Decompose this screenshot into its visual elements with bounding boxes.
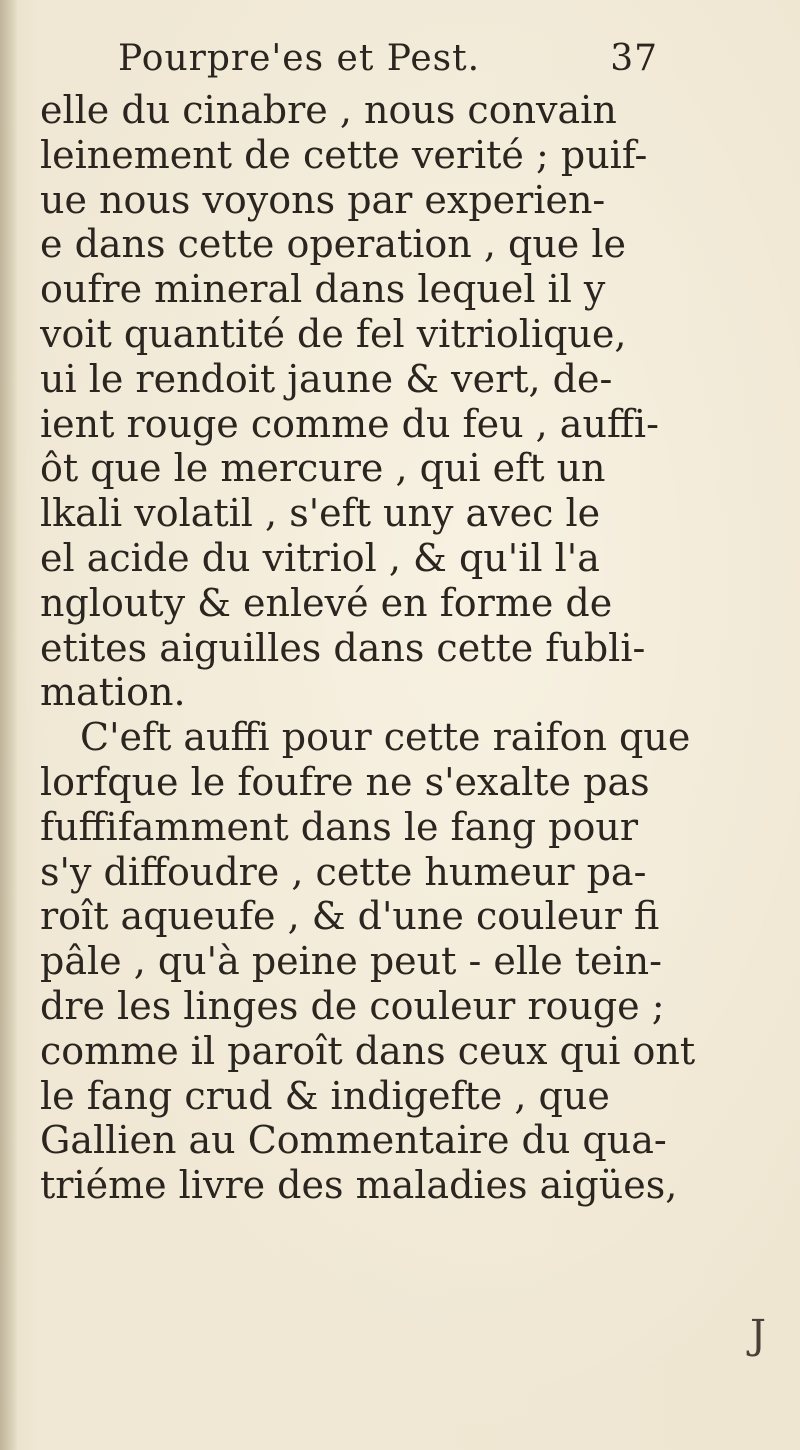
text-line: oufre mineral dans lequel il y [40,267,606,312]
text-line: ient rouge comme du feu , auffi- [40,401,659,446]
text-line: s'y diffoudre , cette humeur pa- [40,849,647,894]
text-line: Gallien au Commentaire du qua- [40,1118,667,1163]
text-line: voit quantité de fel vitriolique, [40,311,627,356]
text-line: dre les linges de couleur rouge ; [40,983,665,1028]
page-number: 37 [610,38,658,79]
text-line: triéme livre des maladies aigües, [40,1163,678,1208]
text-line: pâle , qu'à peine peut - elle tein- [40,939,662,984]
text-line: lorfque le foufre ne s'exalte pas [40,759,650,804]
text-line: el acide du vitriol , & qu'il l'a [40,535,600,580]
text-line: lkali volatil , s'eft uny avec le [40,491,601,536]
text-line: elle du cinabre , nous convain [40,88,617,132]
text-line: e dans cette operation , que le [40,222,627,267]
text-line: roît aqueufe , & d'une couleur fi [40,894,660,939]
text-line: nglouty & enlevé en forme de [40,580,613,625]
text-line: mation. [40,670,186,715]
page-gutter [0,0,18,1450]
body-text [40,88,780,1208]
text-line: ôt que le mercure , qui eft un [40,446,606,491]
running-head: Pourpre'es et Pest. [118,38,481,79]
signature-mark: J [749,1312,766,1358]
text-line: le fang crud & indigefte , que [40,1073,610,1118]
text-line: ui le rendoit jaune & vert, de- [40,356,613,401]
text-line: comme il paroît dans ceux qui ont [40,1028,696,1073]
text-line: ue nous voyons par experien- [40,177,606,222]
text-line: leinement de cette verité ; puif- [40,132,648,177]
text-line: fuffifamment dans le fang pour [40,804,638,849]
text-line: etites aiguilles dans cette fubli- [40,625,646,670]
paragraph-start-line: C'eft auffi pour cette raifon que [80,715,691,760]
